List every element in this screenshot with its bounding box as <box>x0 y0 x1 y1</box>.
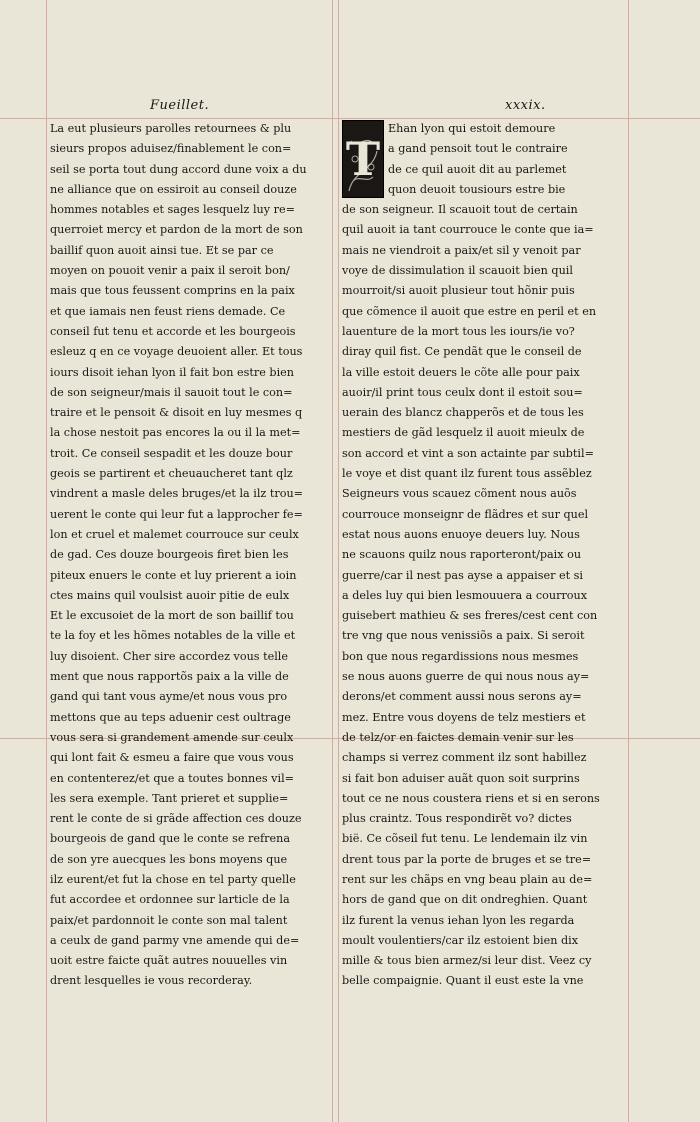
initial-letter: T <box>345 132 381 186</box>
text-line: vous sera si grandement amende sur ceulx <box>50 730 294 744</box>
text-line: les sera exemple. Tant prieret et supplie= <box>50 791 289 805</box>
text-line: lon et cruel et malemet courrouce sur ceulx <box>50 527 299 541</box>
text-line: a deles luy qui bien lesmouuera a courroux <box>342 588 588 602</box>
text-line: estat nous auons enuoye deuers luy. Nous <box>342 527 580 541</box>
text-line: de gad. Ces douze bourgeois firet bien les <box>50 548 289 562</box>
text-line: moyen on pouoit venir a paix il seroit bon/ <box>50 264 290 278</box>
text-line: hors de gand que on dit ondreghien. Quant <box>342 893 588 907</box>
text-line: de son seigneur. Il scauoit tout de certain <box>342 203 578 217</box>
text-line: troit. Ce conseil sespadit et les douze bour <box>50 446 293 460</box>
text-line: drent lesquelles ie vous recorderay. <box>50 974 253 988</box>
text-line: uerain des blancz chapperõs et de tous les <box>342 406 584 420</box>
text-line: conseil fut tenu et accorde et les bourgeois <box>50 324 296 338</box>
text-line: guisebert mathieu & ses freres/cest cent con <box>342 609 598 623</box>
text-line: hommes notables et sages lesquelz luy re= <box>50 203 295 217</box>
text-line: courrouce monseignr de flãdres et sur quel <box>342 507 589 521</box>
text-line: tre vng que nous venissiõs a paix. Si seroit <box>342 629 585 643</box>
text-line: quil auoit ia tant courrouce le conte que ia= <box>342 223 594 237</box>
text-line: paix/et pardonnoit le conte son mal talent <box>50 913 288 927</box>
text-line: de son seigneur/mais il sauoit tout le con= <box>50 385 293 399</box>
text-line: bië. Ce cõseil fut tenu. Le lendemain ilz vin <box>342 832 588 846</box>
text-line: esleuz q en ce voyage deuoient aller. Et tous <box>50 345 303 359</box>
text-line: en contenterez/et que a toutes bonnes vil= <box>50 771 295 785</box>
text-line: fut accordee et ordonnee sur larticle de la <box>50 893 290 907</box>
text-line: et que iamais nen feust riens demade. Ce <box>50 304 286 318</box>
text-line: ctes mains quil voulsist auoir pitie de eulx <box>50 588 290 602</box>
text-line: voye de dissimulation il scauoit bien quil <box>342 264 573 278</box>
text-line: se nous auons guerre de qui nous nous ay= <box>342 670 590 684</box>
text-line: Et le excusoiet de la mort de son baillif tou <box>50 609 294 623</box>
text-line: a gand pensoit tout le contraire <box>388 142 568 156</box>
text-line: gand qui tant vous ayme/et nous vous pro <box>50 690 288 704</box>
text-line: vindrent a masle deles bruges/et la ilz trou= <box>50 487 304 501</box>
text-line: la chose nestoit pas encores la ou il la met= <box>50 426 301 440</box>
text-line: ilz furent la venus iehan lyon les regarda <box>342 913 575 927</box>
text-line: derons/et comment aussi nous serons ay= <box>342 690 582 704</box>
text-line: champs si verrez comment ilz sont habillez <box>342 751 587 765</box>
text-line: La eut plusieurs parolles retournees & plu <box>50 122 292 135</box>
text-line: guerre/car il nest pas ayse a appaiser et si <box>342 568 584 582</box>
margin-rule <box>628 0 629 1122</box>
text-line: qui lont fait & esmeu a faire que vous vous <box>50 751 294 765</box>
text-line: traire et le pensoit & disoit en luy mesmes q <box>50 406 303 420</box>
text-line: plus craintz. Tous respondirẽt vo? dictes <box>342 812 572 826</box>
text-line: geois se partirent et cheuaucheret tant qlz <box>50 467 293 481</box>
text-line: la ville estoit deuers le cõte alle pour paix <box>342 365 580 379</box>
text-line: ment que nous rapportõs paix a la ville de <box>50 670 289 684</box>
text-line: tout ce ne nous coustera riens et si en serons <box>342 791 600 805</box>
text-line: te la foy et les hõmes notables de la ville et <box>50 629 296 643</box>
text-line: rent sur les chãps en vng beau plain au de= <box>342 872 593 886</box>
text-line: mais que tous feussent comprins en la paix <box>50 284 295 298</box>
text-line: drent tous par la porte de bruges et se tre= <box>342 852 592 866</box>
text-line: seil se porta tout dung accord dune voix a du <box>50 162 307 176</box>
text-line: mais ne viendroit a paix/et sil y venoit par <box>342 243 581 257</box>
text-line: rent le conte de si grãde affection ces douze <box>50 812 302 826</box>
text-line: bourgeois de gand que le conte se refrena <box>50 832 290 846</box>
text-line: ne alliance que on essiroit au conseil douze <box>50 182 297 196</box>
text-line: baillif quon auoit ainsi tue. Et se par ce <box>50 243 274 257</box>
text-line: de son yre auecques les bons moyens que <box>50 852 288 866</box>
text-line: Seigneurs vous scauez cõment nous auõs <box>342 487 577 501</box>
text-line: ilz eurent/et fut la chose en tel party quelle <box>50 872 296 886</box>
left-text-column <box>50 119 334 992</box>
text-line: belle compaignie. Quant il eust este la vne <box>342 974 584 988</box>
text-line: auoir/il print tous ceulx dont il estoit sou= <box>342 385 583 399</box>
text-line: si fait bon aduiser auãt quon soit surprins <box>342 771 580 785</box>
text-line: mestiers de gãd lesquelz il auoit mieulx de <box>342 426 585 440</box>
text-line: mille & tous bien armez/si leur dist. Veez cy <box>342 954 592 968</box>
text-line: querroiet mercy et pardon de la mort de son <box>50 223 303 237</box>
text-line: mourroit/si auoit plusieur tout hõnir puis <box>342 284 575 298</box>
text-line: luy disoient. Cher sire accordez vous telle <box>50 649 288 663</box>
text-line: ne scauons quilz nous raporteront/paix ou <box>342 548 582 562</box>
text-line: iours disoit iehan lyon il fait bon estre bien <box>50 365 295 379</box>
folio-header: Fueillet. <box>150 98 210 113</box>
text-line: uoit estre faicte quãt autres nouuelles vin <box>50 954 288 968</box>
text-line: que cõmence il auoit que estre en peril et en <box>342 304 597 318</box>
text-line: Ehan lyon qui estoit demoure <box>388 122 556 135</box>
right-text-column <box>342 119 626 992</box>
text-line: son accord et vint a son actainte par subtil= <box>342 446 594 460</box>
text-line: moult voulentiers/car ilz estoient bien dix <box>342 933 579 947</box>
text-line: diray quil fist. Ce pendãt que le conseil de <box>342 345 582 359</box>
text-line: lauenture de la mort tous les iours/ie vo? <box>342 324 575 338</box>
text-line: bon que nous regardissions nous mesmes <box>342 649 579 663</box>
margin-rule <box>46 0 47 1122</box>
text-line: le voye et dist quant ilz furent tous assẽblez <box>342 467 592 481</box>
margin-rule <box>338 0 339 1122</box>
text-line: sieurs propos aduisez/finablement le con= <box>50 142 292 156</box>
text-line: piteux enuers le conte et luy prierent a ioin <box>50 568 297 582</box>
text-line: quon deuoit tousiours estre bie <box>388 182 566 196</box>
text-line: mez. Entre vous doyens de telz mestiers et <box>342 710 586 724</box>
text-line: a ceulx de gand parmy vne amende qui de= <box>50 933 300 947</box>
text-line: uerent le conte qui leur fut a lapprocher fe= <box>50 507 303 521</box>
text-line: mettons que au teps aduenir cest oultrage <box>50 710 291 724</box>
text-line: de telz/or en faictes demain venir sur les <box>342 730 574 744</box>
text-line: de ce quil auoit dit au parlemet <box>388 162 567 176</box>
folio-number: xxxix. <box>505 98 546 113</box>
